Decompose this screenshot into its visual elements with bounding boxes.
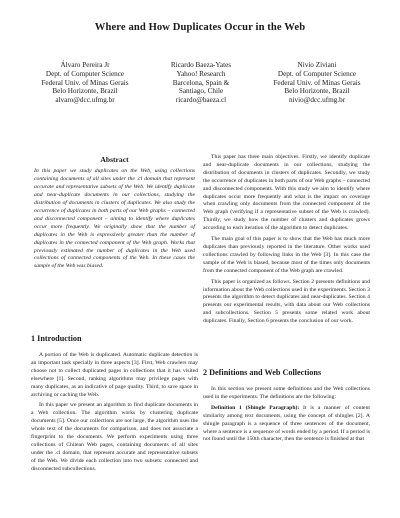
definitions-body	[203, 386, 370, 444]
definition-1	[203, 405, 370, 445]
paragraph: The main goal of this paper is to show that the Web has much more duplicates than previously reported in the literature. Other works used collections crawled by following links in the Web [3]. In this case the sample of the Web is biased, because most of the times only documents from the connected component of the Web graph are crawled.	[203, 236, 370, 274]
paragraph: In this section we present some definitions and the Web collections used in the experiments. The definitions are the following:	[203, 386, 370, 400]
author-block	[30, 61, 372, 105]
paragraph: This paper has three main objectives. Firstly, we identify duplicate and near-duplicate documents in our collections, studying the distribution of documents in clusters of duplicates. Secondly, we study the occurrence of duplicates in both parts of our Web graphs – connected and disconnected components. With this study we aim to identify where duplicates occur more frequently and what is the impact on coverage when crawling only documents from the connected component of the Web graph (verifying if a representative subset of the Web is crawled). Thirdly, we study how the number of clusters and duplicates grows according to each iteration of the algorithm to detect duplicates.	[203, 154, 370, 232]
author-2	[146, 61, 256, 105]
section-heading-definitions: 2 Definitions and Web Collections	[203, 368, 322, 377]
author-1	[30, 61, 140, 105]
author-email: ricardo@baeza.cl	[175, 96, 227, 105]
author-city: Belo Horizonte, Brazil	[284, 87, 350, 96]
section-heading-introduction: 1 Introduction	[31, 334, 82, 343]
abstract-heading: Abstract	[100, 155, 129, 164]
author-city: Belo Horizonte, Brazil	[52, 87, 118, 96]
author-name: Nivio Ziviani	[297, 61, 337, 69]
abstract-text: In this paper we study duplicates on the Web, using collections containing documents of all sites under the .cl domain that represent accurate and representative subsets of the Web. We identify duplicate and near-duplicate documents in our collections, studying the distribution of documents in clusters of duplicates. We also study the occurrence of duplicates in both parts of our Web graphs – connected and disconnected component – aiming to identify where duplicates occur more frequently. We originally show that the number of duplicates in the Web is expressively greater than the number of duplicates in the connected component of the Web graph. Works that previously estimated the number of duplicates in the Web used collections of connected components of the Web. In these cases the sample of the Web was biased.	[34, 168, 195, 270]
author-org: Barcelona, Spain &	[172, 78, 230, 87]
author-dept: Yahoo! Research	[176, 69, 226, 78]
paragraph: A portion of the Web is duplicated. Automatic duplicate detection is an important task specially in three aspects [3]. First, Web crawlers may choose not to collect duplicated pages in collections that it has visited elsewhere [1]. Second, ranking algorithms may privilege pages with many duplicates, as an indicative of page quality. Third, to save space in archiving or caching the Web.	[31, 352, 198, 398]
author-org: Federal Univ. of Minas Gerais	[273, 78, 361, 87]
definition-1-lead: Definition 1 (Shingle Paragraph):	[211, 404, 300, 411]
paragraph: This paper is organized as follows. Section 2 presents definitions and information about the Web collections used in the experiments. Section 3 presents the algorithm to detect duplicates and near-duplicates. Section 4 presents our experimental results, with data about our Web collections and subcollections. Section 5 presents some related work about duplicates. Finally, Section 6 presents the conclusion of our work.	[203, 278, 370, 325]
author-dept: Dept. of Computer Science	[45, 69, 125, 78]
author-3	[262, 61, 372, 105]
right-column-body	[203, 154, 370, 326]
author-city: Santiago, Chile	[178, 87, 224, 96]
author-org: Federal Univ. of Minas Gerais	[41, 78, 129, 87]
paper-title: Where and How Duplicates Occur in the Web	[94, 22, 306, 33]
author-name: Álvaro Pereira Jr	[60, 61, 110, 69]
author-dept: Dept. of Computer Science	[277, 69, 357, 78]
author-email: nivio@dcc.ufmg.br	[288, 96, 346, 105]
definition-1-text: It is a manner of content similarity among text documents, using the concept of shingles [2]. A shingle paragraph is a sequence of three sentences of the document, where a sentence is a sequence of words ended by a period. If a period is not found until the 150th character, then the sentence is finished at that	[203, 404, 370, 443]
introduction-body	[31, 352, 198, 474]
author-email: alvaro@dcc.ufmg.br	[55, 96, 115, 105]
paragraph: In this paper we present an algorithm to find duplicate documents in a Web collection. The algorithm works by clustering duplicate documents [5]. Once our collections are not large, the algorithm uses the whole text of the documents for comparison, and does not associate a fingerprint to the documents. We perform experiments using three collections of Chilean Web pages, containing documents of all sites under the .cl domain, that represent accurate and representative subsets of the Web. We divide each collection into two subsets: connected and disconnected subcollections.	[31, 402, 198, 472]
author-name: Ricardo Baeza-Yates	[170, 61, 232, 69]
